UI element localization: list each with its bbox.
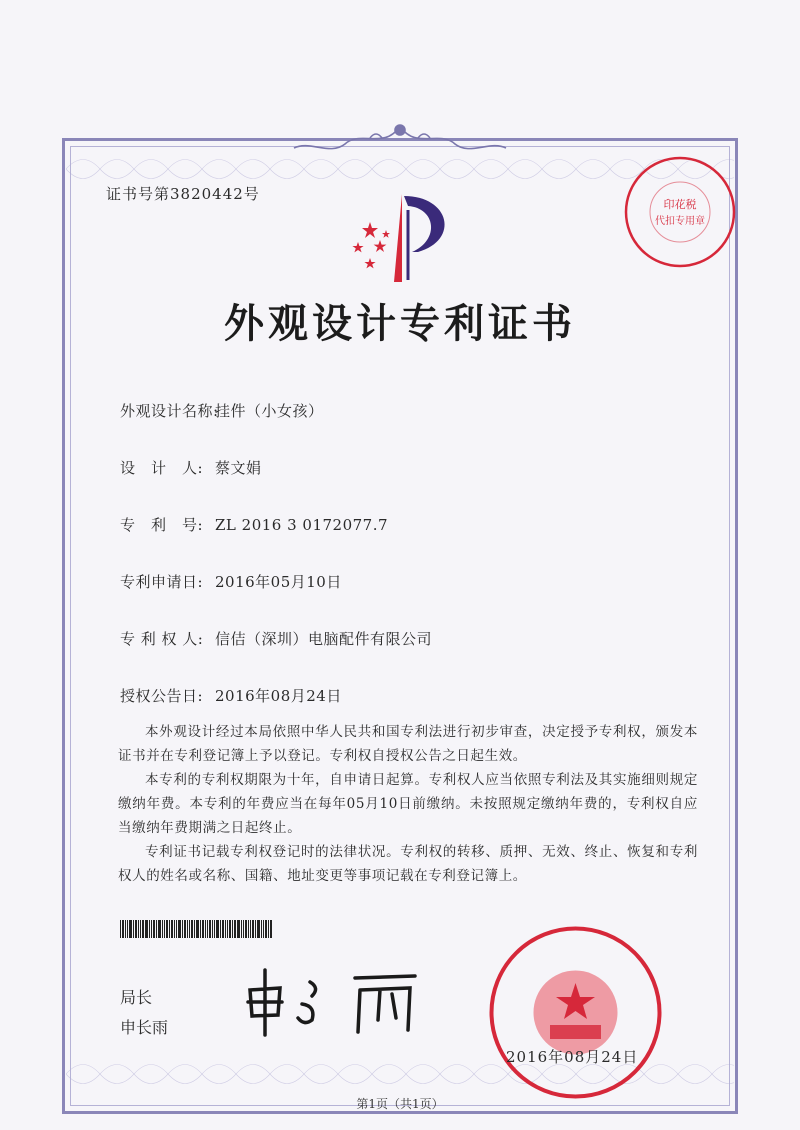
top-ornament <box>290 120 510 160</box>
certificate-number: 证书号第3820442号 <box>106 185 260 203</box>
barcode-bar <box>261 920 262 938</box>
field-label: 外观设计名称: <box>120 402 219 420</box>
barcode-bar <box>234 920 236 938</box>
barcode-bar <box>187 920 188 938</box>
barcode-bar <box>145 920 148 938</box>
barcode-bar <box>200 920 201 938</box>
barcode-bar <box>142 920 144 938</box>
barcode-bar <box>171 920 173 938</box>
field-value: 挂件（小女孩） <box>215 402 324 420</box>
barcode-bar <box>257 920 260 938</box>
barcode-bar <box>122 920 124 938</box>
certificate-body <box>118 720 698 888</box>
field-value: 2016年08月24日 <box>215 687 342 705</box>
seal-date: 2016年08月24日 <box>506 1048 639 1066</box>
barcode-bar <box>189 920 190 938</box>
barcode-bar <box>216 920 219 938</box>
barcode-bar <box>194 920 195 938</box>
barcode-bar <box>245 920 247 938</box>
signatory-title: 局长 <box>120 988 153 1007</box>
body-paragraph: 本专利的专利权期限为十年，自申请日起算。专利权人应当依照专利法及其实施细则规定缴纳年费。本专利的年费应当在每年05月10日前缴纳。未按照规定缴纳年费的，专利权自应当缴纳年费期满之日起终止。 <box>118 772 698 836</box>
barcode-bar <box>212 920 213 938</box>
certificate-title: 外观设计专利证书 <box>224 300 576 347</box>
barcode-bar <box>237 920 240 938</box>
field-patentee <box>120 628 432 649</box>
barcode-bar <box>209 920 211 938</box>
barcode-bar <box>225 920 226 938</box>
body-paragraph: 专利证书记载专利权登记时的法律状况。专利权的转移、质押、无效、终止、恢复和专利权人的姓名或名称、国籍、地址变更等事项记载在专利登记簿上。 <box>118 844 698 884</box>
handwritten-signature <box>240 960 440 1040</box>
barcode-bar <box>196 920 199 938</box>
barcode-bar <box>129 920 132 938</box>
barcode-bar <box>214 920 215 938</box>
barcode-bar <box>151 920 152 938</box>
field-value: 2016年05月10日 <box>215 573 342 591</box>
field-label: 专利申请日: <box>120 573 204 591</box>
barcode-bar <box>241 920 242 938</box>
field-design-name <box>120 400 324 421</box>
barcode-bar <box>140 920 141 938</box>
barcode-bar <box>158 920 161 938</box>
field-application-date <box>120 571 342 592</box>
field-label: 设 计 人: <box>120 459 204 477</box>
svg-text:代扣专用章: 代扣专用章 <box>655 216 705 227</box>
field-value: 信佶（深圳）电脑配件有限公司 <box>215 630 433 648</box>
barcode-bar <box>270 920 272 938</box>
barcode-bar <box>174 920 175 938</box>
barcode-bar <box>229 920 231 938</box>
barcode-bar <box>222 920 224 938</box>
barcode-bar <box>263 920 264 938</box>
barcode-bar <box>127 920 128 938</box>
page-footer: 第1页（共1页） <box>356 1097 444 1111</box>
barcode-bar <box>250 920 251 938</box>
signatory-name: 申长雨 <box>120 1018 169 1037</box>
barcode-bar <box>125 920 126 938</box>
field-label: 授权公告日: <box>120 687 204 705</box>
barcode-bar <box>227 920 228 938</box>
barcode-bar <box>248 920 249 938</box>
barcode-bar <box>220 920 221 938</box>
barcode-bar <box>265 920 267 938</box>
barcode-bar <box>205 920 206 938</box>
barcode-bar <box>162 920 163 938</box>
barcode-bar <box>149 920 150 938</box>
barcode-bar <box>182 920 183 938</box>
barcode-bar <box>133 920 134 938</box>
barcode-bar <box>138 920 139 938</box>
barcode-bar <box>169 920 170 938</box>
barcode-bar <box>153 920 155 938</box>
barcode-bar <box>164 920 165 938</box>
barcode-bar <box>255 920 256 938</box>
field-value: ZL 2016 3 0172077.7 <box>215 516 389 534</box>
barcode <box>120 920 320 938</box>
barcode-bar <box>252 920 254 938</box>
barcode-bar <box>166 920 168 938</box>
field-grant-date <box>120 685 342 706</box>
svg-text:印花税: 印花税 <box>663 198 697 211</box>
barcode-bar <box>243 920 244 938</box>
field-label: 专 利 权 人: <box>120 630 204 648</box>
barcode-bar <box>156 920 157 938</box>
field-value: 蔡文娟 <box>215 459 262 477</box>
barcode-bar <box>178 920 181 938</box>
barcode-bar <box>191 920 193 938</box>
field-label: 专 利 号: <box>120 516 204 534</box>
body-paragraph: 本外观设计经过本局依照中华人民共和国专利法进行初步审查，决定授予专利权，颁发本证书并在专利登记簿上予以登记。专利权自授权公告之日起生效。 <box>118 724 698 764</box>
barcode-bar <box>120 920 121 938</box>
barcode-bar <box>268 920 269 938</box>
patent-office-logo-icon <box>340 190 470 290</box>
barcode-bar <box>135 920 137 938</box>
barcode-bar <box>232 920 233 938</box>
national-ip-office-seal-icon <box>488 925 663 1100</box>
stamp-duty-seal-icon <box>620 152 740 272</box>
field-patent-number <box>120 514 388 535</box>
barcode-bar <box>202 920 204 938</box>
barcode-bar <box>207 920 208 938</box>
barcode-bar <box>184 920 186 938</box>
barcode-bar <box>176 920 177 938</box>
field-designer <box>120 457 262 478</box>
